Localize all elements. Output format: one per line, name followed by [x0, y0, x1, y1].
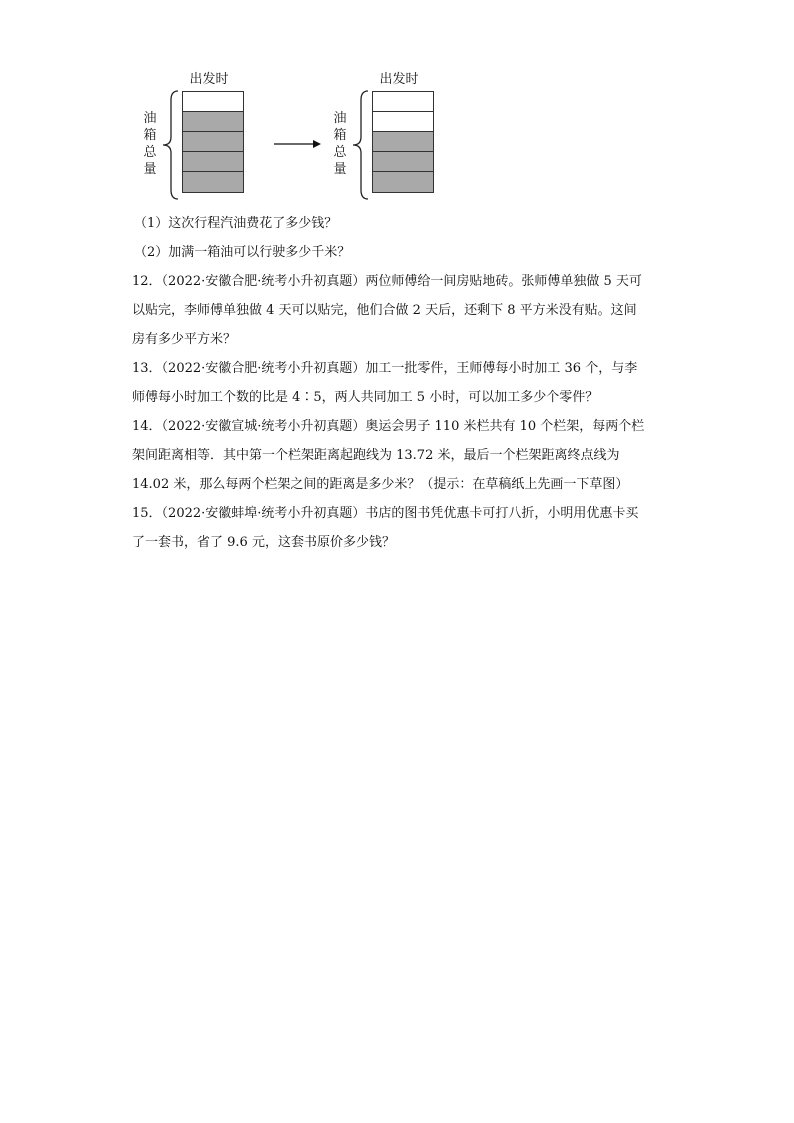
left-fuel-tank: [182, 91, 244, 193]
tank-segment: [183, 152, 243, 172]
left-tank-caption: 出发时: [189, 72, 229, 87]
tank-segment: [183, 132, 243, 152]
problem-15: 15．（2022·安徽蚌埠·统考小升初真题）书店的图书凭优惠卡可打八折，小明用优惠卡买 了一套书，省了 9.6 元，这套书原价多少钱？: [132, 506, 639, 550]
problem-14: 14．（2022·安徽宣城·统考小升初真题）奥运会男子 110 米栏共有 10 个栏架，每两个栏 架间距离相等．其中第一个栏架距离起跑线为 13.72 米，最后一个栏架距离终点线为 14.02 米，那么每两个栏架之间的距离是多少米？（提示：在草稿纸上先画一下草图）: [132, 419, 645, 492]
tank-segment: [183, 112, 243, 132]
problem-12: 12．（2022·安徽合肥·统考小升初真题）两位师傅给一间房贴地砖。张师傅单独做 5 天可 以贴完，李师傅单独做 4 天可以贴完，他们合做 2 天后，还剩下 8 平方米没有贴。这间 房有多少平方米？: [132, 274, 642, 347]
tank-segment: [373, 112, 433, 132]
right-fuel-tank: [372, 91, 434, 193]
arrow-right-icon: [273, 138, 323, 150]
right-tank-group: [322, 70, 442, 205]
left-brace-icon: [158, 90, 180, 200]
left-tank-group: [132, 70, 252, 205]
tank-segment: [183, 172, 243, 192]
right-tank-caption: 出发时: [379, 72, 419, 87]
tank-segment: [183, 92, 243, 112]
sub-question-2: （2）加满一箱油可以行驶多少千米？: [134, 245, 351, 260]
right-brace-icon: [348, 90, 370, 200]
tank-segment: [373, 92, 433, 112]
fuel-tank-figure: [132, 70, 452, 205]
tank-segment: [373, 132, 433, 152]
left-side-label: 油 箱 总 量: [143, 111, 157, 177]
question-text: [132, 209, 672, 557]
right-side-label: 油 箱 总 量: [333, 111, 347, 177]
sub-question-1: （1）这次行程汽油费花了多少钱？: [134, 216, 338, 231]
tank-segment: [373, 152, 433, 172]
tank-segment: [373, 172, 433, 192]
problem-13: 13．（2022·安徽合肥·统考小升初真题）加工一批零件，王师傅每小时加工 36 个，与李 师傅每小时加工个数的比是 4∶5，两人共同加工 5 小时，可以加工多少个零件？: [132, 361, 638, 405]
